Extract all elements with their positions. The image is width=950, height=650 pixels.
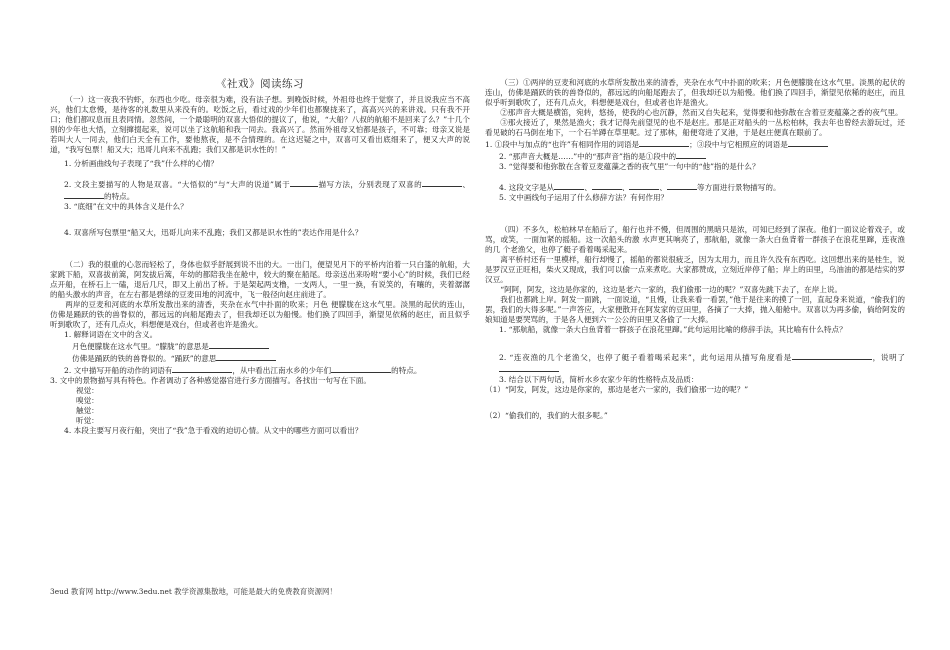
section1-question-4: 4. 双喜所写包票里“船又大，迅哥儿向来不乱跑；我们又都是识水性的”表达作用是什么？ (64, 228, 363, 238)
answer-blank[interactable] (499, 363, 559, 372)
section4-question-3a: （1）“阿发，阿发，这边是你家的，那边是老六一家的，我们偷那一边的呢？” (485, 385, 749, 395)
right-column (485, 78, 905, 421)
answer-blank[interactable] (629, 181, 659, 190)
question-text: 仿佛是踊跃的铁的兽脊似的。“踊跃”的意思 (72, 354, 217, 364)
answer-blank[interactable] (676, 150, 706, 159)
section3-question-3: 3. “觉得要和他弥散在含着豆麦蕴藻之香的夜气里”一句中的“他”指的是什么？ (499, 162, 760, 172)
answer-blank[interactable] (422, 178, 462, 187)
section1-question-3: 3. “底细”在文中的具体含义是什么？ (64, 202, 188, 211)
question-text: 的特点。 (391, 366, 422, 376)
question-text: 2. 文中描写开船的动作的词语有 (64, 366, 173, 376)
answer-blank[interactable] (639, 138, 689, 147)
section2-question-1b (50, 352, 470, 364)
answer-blank[interactable] (554, 181, 584, 190)
section3-question-2 (485, 150, 905, 162)
question-text: 2. 文段主要描写的人物是双喜。“大悟似的”与“大声的说道”属于 (64, 179, 291, 189)
question-text: ；③段中与它相照应的词语是 (689, 140, 788, 150)
section4-paragraph-1: （四）不多久，松柏林早在船后了，船行也并不慢，但周围的黑暗只是浓，可知已经到了深夜。他们一面议论着戏子，或骂，或笑，一面加紧的摇船。这一次船头的激 水声更其响亮了，那航船，就像一条大白鱼背着一群孩子在浪花里蹿，连夜渔的几 个老渔父，也停了艇子看着喝采起来。 (485, 225, 905, 255)
question-text: 4. 这段文字是从 (499, 183, 555, 193)
answer-blank[interactable] (792, 351, 832, 360)
section2-question-1a (50, 340, 470, 352)
section2-question-2 (50, 364, 470, 376)
sense-sight: 视觉： (76, 386, 99, 396)
question-text: 2. “那声音大概是……”中的“那声音”指的是①段中的 (499, 152, 677, 162)
question-text: 等方面进行景物描写的。 (697, 183, 781, 193)
answer-blank[interactable] (331, 364, 391, 373)
sense-hearing: 听觉： (76, 416, 99, 426)
left-column (50, 78, 470, 436)
answer-blank[interactable] (216, 352, 276, 361)
section4-question-3b: （2）“偷我们的，我们的大很多呢。” (485, 411, 608, 421)
answer-blank[interactable] (64, 190, 104, 199)
section3-question-4: 4. 这段文字是从 、 、 、 等方面进行景物描写的。 (499, 183, 781, 193)
answer-blank[interactable] (788, 138, 828, 147)
answer-blank[interactable] (667, 181, 697, 190)
section4-paragraph-3: “阿阿，阿发，这边是你家的，这边是老六一家的，我们偷那一边的呢？”双喜先跳下去了，在岸上说。 (500, 285, 843, 295)
section2-question-4: 4. 本段主要写月夜行船，突出了“我”急于看戏的迫切心情。从文中的哪些方面可以看出？ (64, 426, 363, 436)
sense-smell: 嗅觉： (76, 396, 99, 406)
section1-passage: （一）这一夜我不钓虾，东西也少吃。母亲很为难，没有法子想。到晚饭时候，外祖母也终于觉察了，并且说我应当不高兴，他们太怠慢，是待客的礼数里从来没有的。吃饭之后，看过戏的少年们也都聚拢来了，高高兴兴的来讲戏。只有我不开口；他们都叹息而且表同情。忽然间，一个最聪明的双喜大悟似的提议了，他说，“大船？八叔的航船不是回来了么？”十几个别的少年也大悟，立刻撺掇起来，说可以坐了这航船和我一同去。我高兴了。然而外祖母又怕都是孩子，不可靠；母亲又说是若叫大人一同去，他们白天全有工作，要他熬夜，是不合情理的。在这迟疑之中，双喜可又看出底细来了，便又大声的说道，“我写包票！船又大；迅哥儿向来不乱跑；我们又都是识水性的！” (50, 94, 470, 154)
section3-paragraph-2: ②那声音大概是横笛，宛转，悠扬，使我的心也沉静，然而又自失起来，觉得要和他弥散在含着豆麦蕴藻之香的夜气里。 (500, 108, 903, 118)
section4-paragraph-4: 我们也都跳上岸。阿发一面跳，一面说道，“且慢，让我来看一看罢，”他于是往来的摸了一回，直起身来说道，“偷我们的罢，我们的大得多呢。”一声答应，大家便散开在阿发家的豆田里，各摘了一大捧，抛入船舱中。双喜以为再多偷，倘给阿发的娘知道是要哭骂的，于是各人便到六一公公的田里又各偷了一大捧。 (485, 295, 905, 325)
section4-question-2 (485, 351, 905, 375)
section3-paragraph-1: （三）①两岸的豆麦和河底的水草所发散出来的清香，夹杂在水气中扑面的吹来；月色便朦胧在这水气里。淡黑的起伏的连山，仿佛是踊跃的铁的兽脊似的，都远远的向船尾跑去了，但我却还以为船慢。他们换了四回手，渐望见依稀的赵庄，而且似乎听到歌吹了，还有几点火，料想便是戏台，但或者也许是渔火。 (485, 78, 905, 108)
section2-paragraph-1: （二）我的很重的心忽而轻松了，身体也似乎舒展到说不出的大。一出门，便望见月下的平桥内泊着一只白篷的航船，大家跳下船，双喜拔前篙，阿发拔后篙，年幼的都陪我坐在舱中，较大的聚在船尾。母亲送出来吩咐“要小心”的时候，我们已经点开船，在桥石上一磕，退后几尺，即又上前出了桥。于是架起两支橹，一支两人，一里一换，有说笑的，有嚷的，夹着潺潺的船头激水的声音，在左右都是碧绿的豆麦田地的河流中，飞一般径向赵庄前进了。 (50, 260, 470, 300)
question-text: 2. “连夜渔的几个老渔父，也停了艇子看着喝采起来”，此句运用从描写角度看是 (499, 353, 792, 363)
question-text: 描写方法，分别表现了双喜的 (318, 179, 423, 189)
section1-question-2 (50, 178, 470, 202)
answer-blank[interactable] (172, 364, 232, 373)
worksheet-title: 《社戏》阅读练习 (216, 78, 304, 90)
section2-paragraph-2: 两岸的豆麦和河底的水草所发散出来的清香，夹杂在水气中扑面的吹来；月色 便朦胧在这水气里。淡黑的起伏的连山，仿佛是踊跃的铁的兽脊似的，都远远的向船尾跑去了，但我却还以为船慢。他们换了四回手，渐望见依稀的赵庄，而且似乎 听到歌吹了，还有几点火，料想便是戏台，但或者也许是渔火。 (50, 300, 470, 330)
sense-touch: 触觉： (76, 406, 99, 416)
question-text: ，从中看出江南水乡的少年们 (232, 366, 332, 376)
section4-question-3: 3. 结合以下两句话，简析水乡农家少年的性格特点及品质： (499, 375, 699, 385)
question-text: ，说明了 (871, 353, 906, 363)
question-text: 、 (462, 179, 471, 189)
section2-question-1: 1. 解释词语在文中的含义。 (64, 330, 158, 340)
section1-question-1: 1. 分析画曲线句子表现了“我”什么样的心情？ (64, 158, 219, 168)
question-text: 月色便朦胧在这水气里。“朦胧”的意思是 (72, 342, 209, 352)
section2-question-3: 3. 文中的景物描写具有特色。作者调动了各种感觉器官进行多方面描写。各找出一句写在下面。 (50, 376, 371, 386)
section3-paragraph-3: ③那火接近了，果然是渔火；我才记得先前望见的也不是赵庄。那是正对船头的一丛松柏林，我去年也曾经去游玩过，还看见破的石马倒在地下，一个石羊蹲在草里呢。过了那林，船便弯进了叉港，于是赵庄便真在眼前了。 (485, 118, 905, 138)
section3-question-1 (485, 138, 905, 150)
question-text: 1. ①段中与加点的“也许”有相同作用的词语是 (485, 140, 640, 150)
page-footer: 3eud 教育网 http://www.3edu.net 教学资源集散地，可能是最大的免费教育资源网！ (50, 587, 337, 596)
answer-blank[interactable] (832, 351, 872, 360)
answer-blank[interactable] (592, 181, 622, 190)
answer-blank[interactable] (209, 340, 269, 349)
question-text: 的特点。 (104, 191, 135, 201)
section4-question-1: 1. “那航船，就像一条大白鱼背着一群孩子在浪花里蹿。”此句运用比喻的修辞手法，其比喻有什么特点？ (499, 325, 847, 335)
section3-question-5: 5. 文中画线句子运用了什么修辞方法？有何作用？ (499, 193, 669, 203)
answer-blank[interactable] (290, 178, 318, 187)
section4-paragraph-2: 离平桥村还有一里模样，船行却慢了，摇船的都说很疲乏，因为太用力，而且许久没有东西吃。这回想出来的是桂生，说是罗汉豆正旺相，柴火又现成，我们可以偷一点来煮吃。大家都赞成，立刻近岸停了船；岸上的田里，乌油油的都是结实的罗汉豆。 (485, 255, 905, 285)
